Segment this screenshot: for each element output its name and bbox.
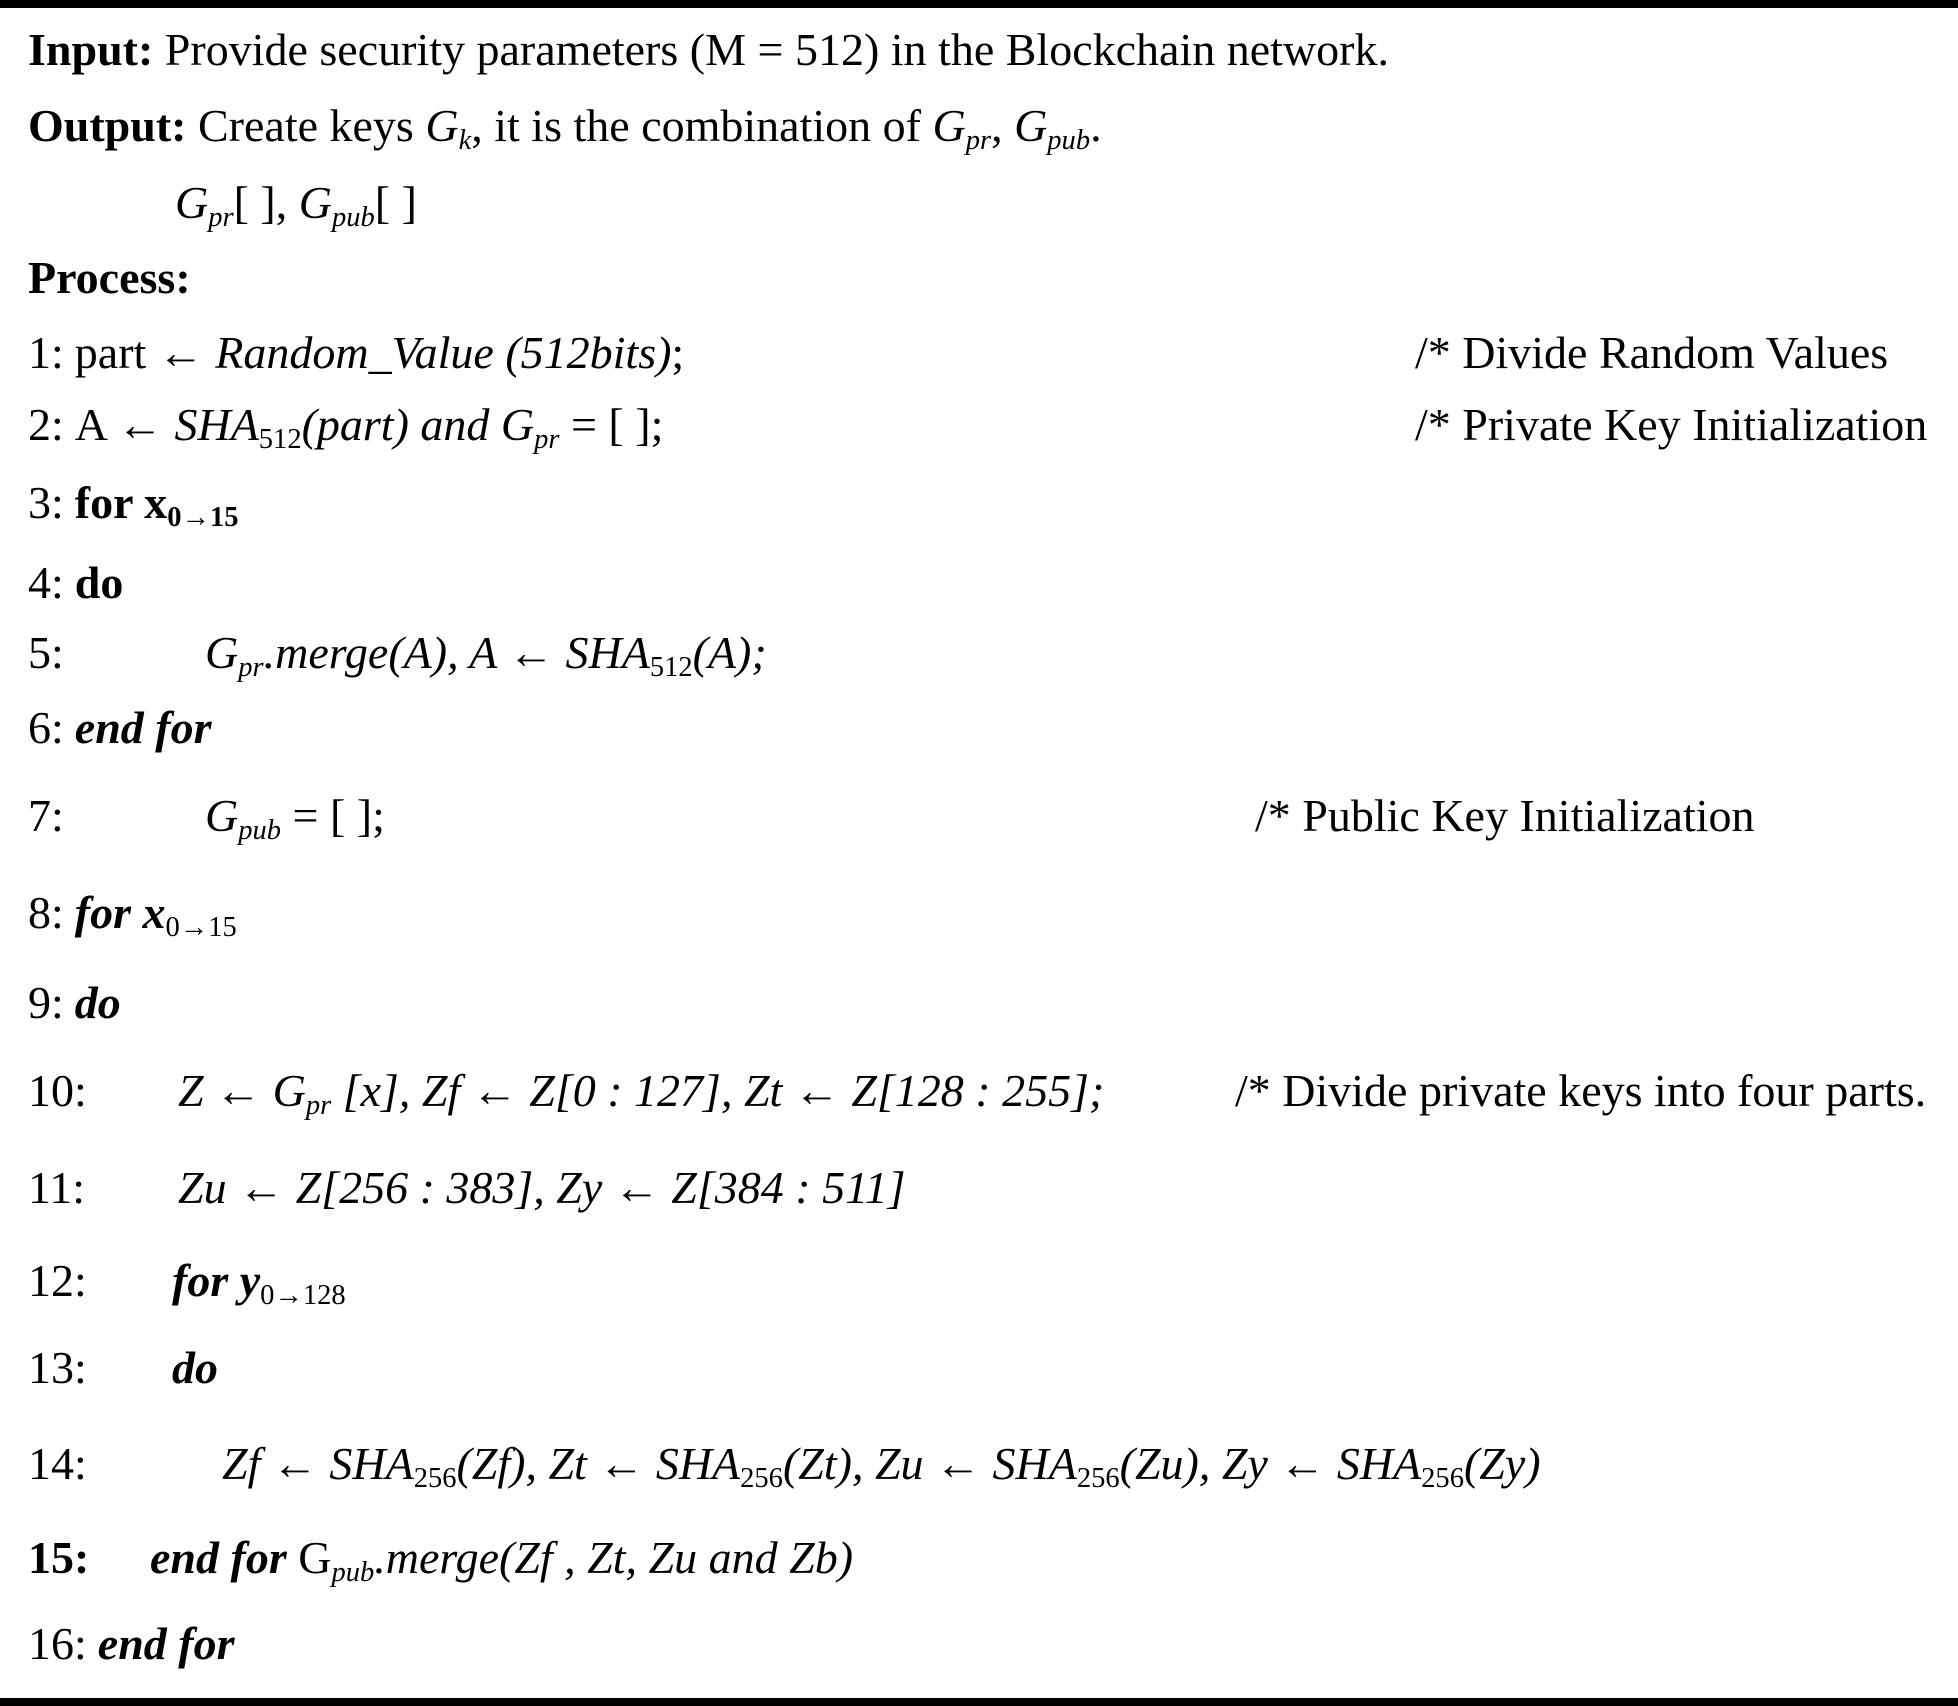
code-segment: Create keys xyxy=(186,100,426,151)
algorithm-line-l9 xyxy=(28,975,121,1031)
code-segment: (512bits) xyxy=(493,327,672,378)
math-subscript: 0→15 xyxy=(165,911,237,943)
code-segment: Z ← G xyxy=(178,1065,306,1116)
code-segment: (Zf), Zt ← SHA xyxy=(456,1438,741,1489)
algorithm-line-l6 xyxy=(28,700,212,756)
code-segment: Zu ← Z[256 : 383], Zy ← Z[384 : 511] xyxy=(178,1162,906,1213)
line-number: 12: xyxy=(28,1255,87,1306)
algorithm-line-l16 xyxy=(28,1616,235,1672)
code-segment: [x], Zf ← Z[0 : 127], Zt ← Z[128 : 255]; xyxy=(331,1065,1105,1116)
code-segment: for x xyxy=(74,887,166,938)
math-subscript: k xyxy=(458,124,472,156)
code-segment: end for xyxy=(74,702,212,753)
code-segment: ; xyxy=(671,327,685,378)
line-number: 13: xyxy=(28,1342,87,1393)
code-segment: [ ] xyxy=(374,177,417,228)
inline-comment: /* Divide private keys into four parts. xyxy=(1235,1065,1927,1116)
code-segment: (A); xyxy=(692,627,767,678)
algorithm-line-output xyxy=(28,98,1102,154)
code-segment: G xyxy=(298,177,332,228)
algorithm-line-input xyxy=(28,22,1389,78)
line-number: 1: xyxy=(28,327,64,378)
code-segment: [ ], xyxy=(233,177,299,228)
code-segment: G xyxy=(1014,100,1048,151)
line-number: 5: xyxy=(28,627,64,678)
code-segment: SHA xyxy=(174,399,259,450)
code-segment: . xyxy=(1090,100,1102,151)
code-segment: G xyxy=(205,790,239,841)
algorithm-line-l13 xyxy=(28,1340,218,1396)
code-segment: G xyxy=(932,100,966,151)
math-subscript: pub xyxy=(1047,124,1091,156)
line-number: 7: xyxy=(28,790,64,841)
math-subscript: pr xyxy=(965,124,992,156)
algorithm-line-l11 xyxy=(28,1160,906,1216)
algorithm-line-process xyxy=(28,250,191,306)
math-subscript: pr xyxy=(534,423,560,455)
math-subscript: 512 xyxy=(258,423,302,455)
line-number: 15: xyxy=(28,1532,90,1583)
algorithm-line-l14 xyxy=(28,1436,1541,1492)
line-number: 14: xyxy=(28,1438,87,1489)
code-segment: Output: xyxy=(28,100,187,151)
algorithm-line-l15 xyxy=(28,1530,853,1586)
math-subscript: 256 xyxy=(1421,1462,1464,1494)
line-number: 11: xyxy=(28,1162,86,1213)
code-segment: (Zu), Zy ← SHA xyxy=(1119,1438,1422,1489)
code-segment: do xyxy=(74,557,124,608)
inline-comment: /* Private Key Initialization xyxy=(1415,399,1928,450)
line-number: 3: xyxy=(28,477,64,528)
inline-comment: /* Public Key Initialization xyxy=(1255,790,1755,841)
algorithm-line-l3 xyxy=(28,475,238,531)
code-segment: Process: xyxy=(28,252,191,303)
code-segment: .merge(A), A ← SHA xyxy=(263,627,650,678)
code-segment: = [ ]; xyxy=(281,790,385,841)
code-segment: Zf ← SHA xyxy=(222,1438,414,1489)
code-segment: G xyxy=(298,1532,332,1583)
line-number: 8: xyxy=(28,887,64,938)
line-number: 6: xyxy=(28,702,64,753)
math-subscript: pr xyxy=(305,1089,332,1121)
algorithm-line-l5 xyxy=(28,625,767,681)
math-subscript: pub xyxy=(331,201,375,233)
math-subscript: 256 xyxy=(413,1462,457,1494)
code-segment: G xyxy=(425,100,459,151)
code-segment: .merge(Zf , Zt, Zu and Zb) xyxy=(374,1532,854,1583)
code-segment: (Zy) xyxy=(1463,1438,1541,1489)
code-segment: Random_Value xyxy=(215,327,494,378)
code-segment: for y xyxy=(172,1255,261,1306)
algorithm-line-l12 xyxy=(28,1253,346,1309)
algorithm-line-l1 xyxy=(28,325,1889,381)
code-segment: = [ ]; xyxy=(559,399,664,450)
code-segment: (Zt), Zu ← SHA xyxy=(782,1438,1077,1489)
algorithm-line-l2 xyxy=(28,397,1928,455)
math-subscript: pr xyxy=(238,651,264,683)
bottom-rule xyxy=(0,1698,1958,1706)
math-subscript: pub xyxy=(238,814,282,846)
algorithm-line-l4 xyxy=(28,555,123,611)
code-segment: Provide security parameters (M = 512) in the Blockchain network. xyxy=(153,24,1389,75)
math-subscript: 256 xyxy=(740,1462,783,1494)
code-segment: (part) and G xyxy=(301,399,535,450)
code-segment: G xyxy=(205,627,239,678)
code-segment: do xyxy=(172,1342,218,1393)
algorithm-line-l10 xyxy=(28,1063,1927,1121)
code-segment: , xyxy=(991,100,1015,151)
code-segment: end for xyxy=(97,1618,235,1669)
code-segment: G xyxy=(175,177,209,228)
math-subscript: 512 xyxy=(649,651,693,683)
code-segment: for x xyxy=(74,477,168,528)
code-segment: part ← xyxy=(74,327,216,378)
code-segment: do xyxy=(74,977,121,1028)
line-number: 9: xyxy=(28,977,64,1028)
line-number: 16: xyxy=(28,1618,87,1669)
code-segment: end for xyxy=(150,1532,299,1583)
math-subscript: 0→128 xyxy=(260,1279,346,1311)
math-subscript: 0→15 xyxy=(167,501,239,533)
top-rule xyxy=(0,0,1958,8)
line-number: 4: xyxy=(28,557,64,608)
code-segment: Input: xyxy=(28,24,154,75)
code-segment: A ← xyxy=(74,399,175,450)
math-subscript: pub xyxy=(331,1556,375,1588)
math-subscript: pr xyxy=(208,201,234,233)
code-segment: , it is the combination of xyxy=(471,100,933,151)
algorithm-line-l8 xyxy=(28,885,237,941)
algorithm-line-l7 xyxy=(28,788,1755,846)
line-number: 10: xyxy=(28,1065,87,1116)
inline-comment: /* Divide Random Values xyxy=(1415,327,1889,378)
math-subscript: 256 xyxy=(1076,1462,1120,1494)
line-number: 2: xyxy=(28,399,64,450)
algorithm-line-declarations xyxy=(175,175,417,231)
